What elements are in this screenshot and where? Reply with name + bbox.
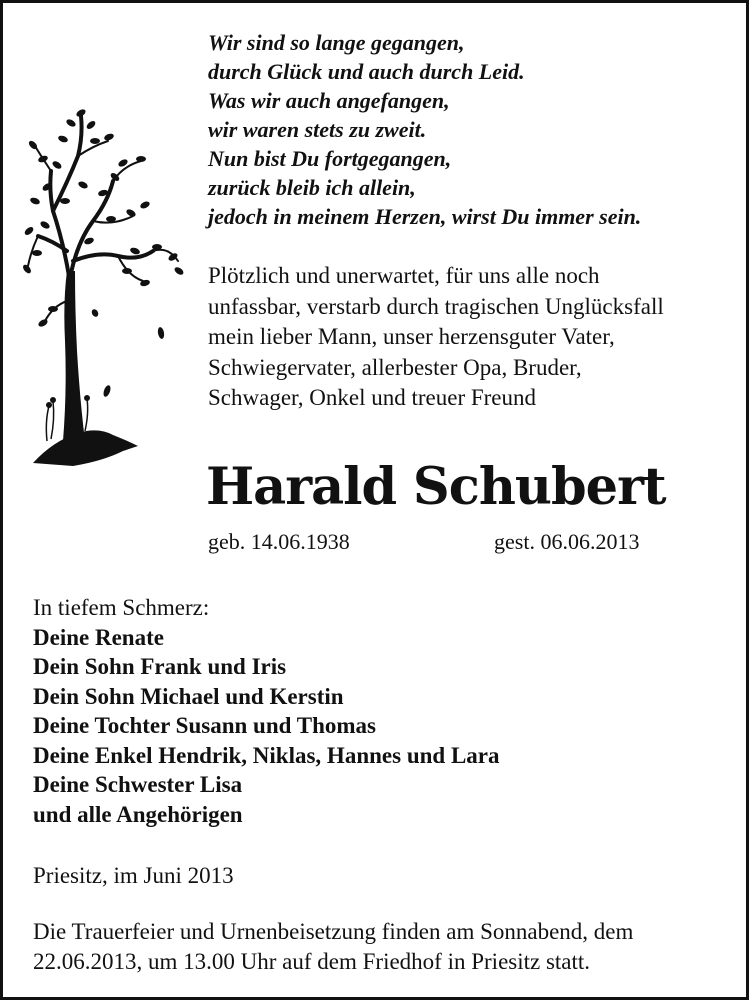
death-announcement-text (208, 261, 664, 414)
mourner-name: Dein Sohn Michael und Kerstin (33, 683, 344, 709)
mourner-name: Deine Enkel Hendrik, Niklas, Hannes und Lara (33, 742, 500, 768)
poem-line: jedoch in meinem Herzen, wirst Du immer sein. (208, 204, 642, 229)
poem-line: Was wir auch angefangen, (208, 88, 450, 113)
mourner-name: Deine Renate (33, 624, 164, 650)
mourner-name: und alle Angehörigen (33, 801, 243, 827)
announcement-line: Schwiegervater, allerbester Opa, Bruder, (208, 354, 582, 380)
death-date: gest. 06.06.2013 (494, 529, 640, 554)
mourner-name: Dein Sohn Frank und Iris (33, 654, 287, 679)
mourner-name: Deine Schwester Lisa (33, 772, 243, 797)
poem-line: Nun bist Du fortgegangen, (208, 146, 452, 171)
poem-line: zurück bleib ich allein, (208, 175, 416, 200)
mourner-name: Deine Tochter Susann und Thomas (33, 713, 377, 738)
birth-date: geb. 14.06.1938 (208, 529, 350, 554)
announcement-line: mein lieber Mann, unser herzensguter Vater, (208, 324, 615, 349)
announcement-line: unfassbar, verstarb durch tragischen Unglücksfall (208, 293, 664, 319)
announcement-line: Schwager, Onkel und treuer Freund (208, 385, 537, 410)
service-line: 22.06.2013, um 13.00 Uhr auf dem Friedhof in Priesitz statt. (33, 949, 591, 974)
place-and-date: Priesitz, im Juni 2013 (33, 863, 234, 888)
deceased-name: Harald Schubert (206, 457, 666, 517)
funeral-service-info (33, 917, 633, 977)
poem-line: wir waren stets zu zweit. (208, 117, 427, 142)
tree-silhouette-icon (23, 101, 188, 473)
poem-line: durch Glück und auch durch Leid. (208, 59, 525, 84)
mourners-heading: In tiefem Schmerz: (33, 595, 210, 620)
poem (208, 28, 641, 231)
poem-line: Wir sind so lange gegangen, (208, 30, 465, 55)
announcement-line: Plötzlich und unerwartet, für uns alle noch (208, 263, 600, 288)
service-line: Die Trauerfeier und Urnenbeisetzung finden am Sonnabend, dem (33, 919, 634, 944)
mourners-list (33, 593, 500, 829)
